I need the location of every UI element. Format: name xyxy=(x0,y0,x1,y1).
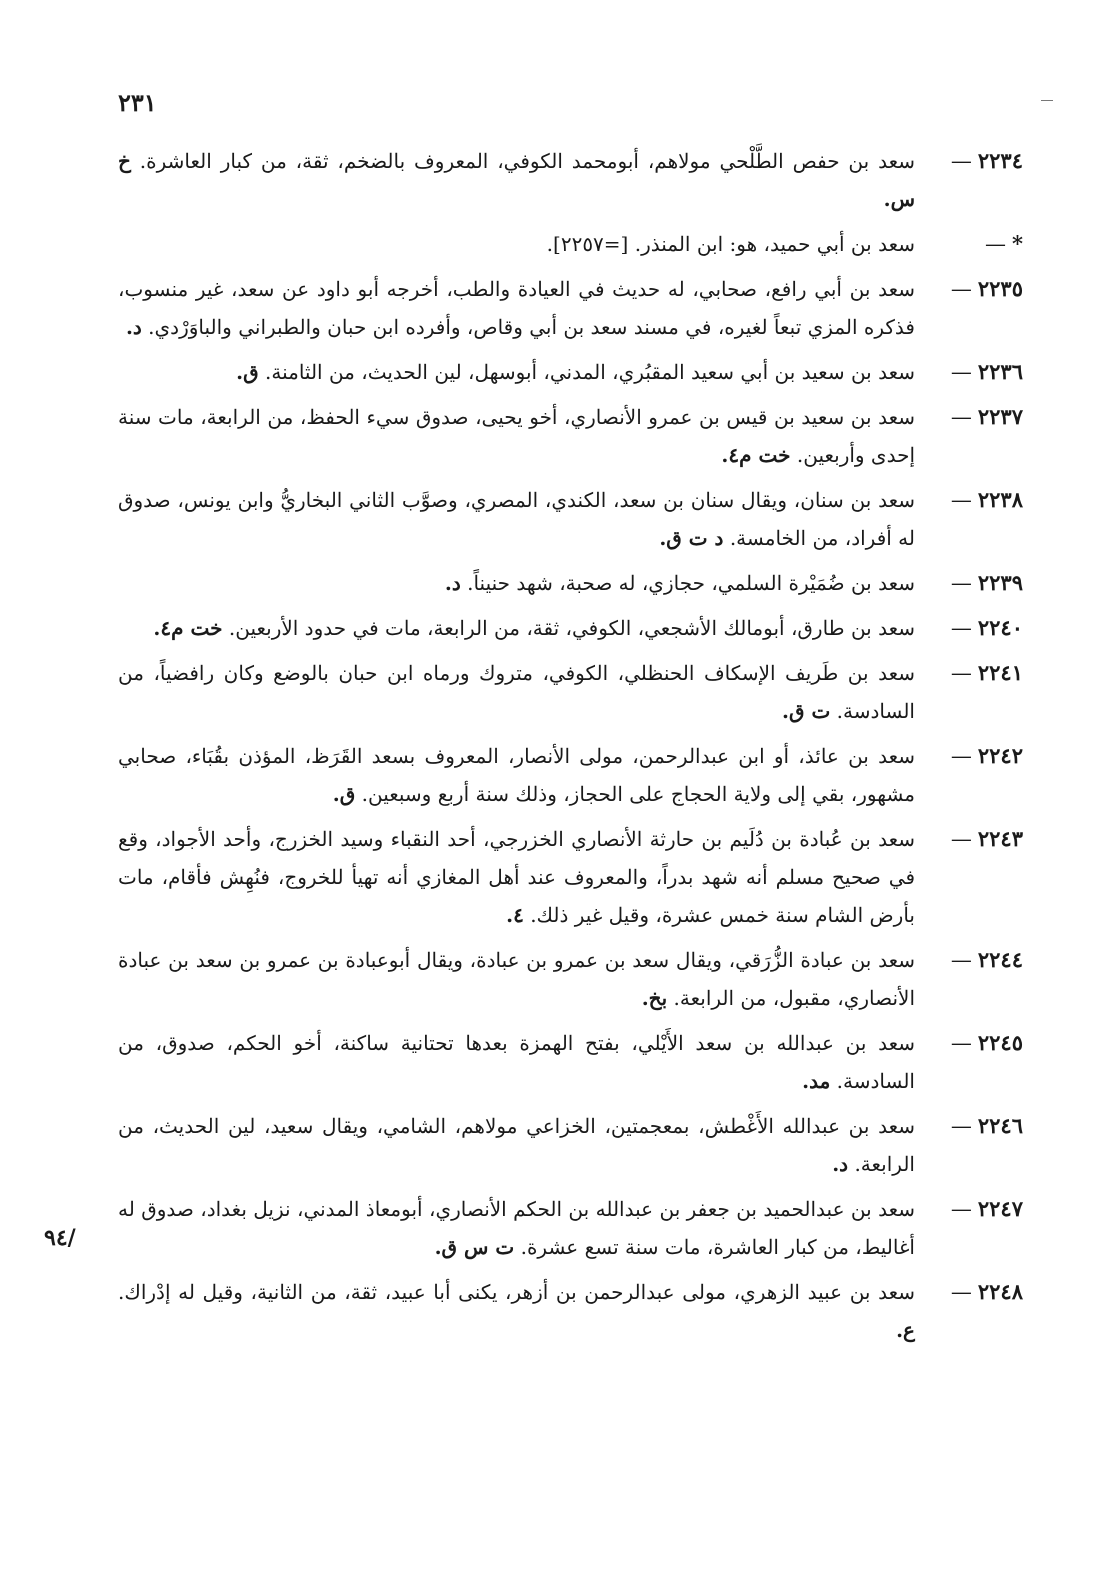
entry-number-value: ٢٢٣٥ xyxy=(977,276,1023,301)
entry-body: سعد بن عبدالحميد بن جعفر بن عبدالله بن الحكم الأنصاري، أبومعاذ المدني، نزيل بغداد، صدوق له أغاليط، من كبار العاشرة، مات سنة تسع عشرة. xyxy=(118,1197,915,1259)
entry-number-value: ٢٢٣٧ xyxy=(977,404,1023,429)
entry-dash: — xyxy=(950,277,972,301)
entry-dash: — xyxy=(950,571,972,595)
entry-source-code: خ س. xyxy=(118,149,915,211)
entry-body: سعد بن طَريف الإسكاف الحنظلي، الكوفي، متروك ورماه ابن حبان بالوضع وكان رافضياً، من السادسة. xyxy=(118,661,915,723)
entry-text xyxy=(118,1190,915,1266)
entry-text xyxy=(118,820,915,934)
entry-body: سعد بن أبي حميد، هو: ابن المنذر. [=٢٢٥٧]. xyxy=(546,232,915,256)
entry-body: سعد بن ضُمَيْرة السلمي، حجازي، له صحبة، شهد حنيناً. xyxy=(467,571,915,595)
entry-source-code: د. xyxy=(832,1152,849,1176)
entry-source-code: د ت ق. xyxy=(659,526,724,550)
entry-dash: — xyxy=(950,661,972,685)
entry-body: سعد بن عُبادة بن دُلَيم بن حارثة الأنصاري الخزرجي، أحد النقباء وسيد الخزرج، وأحد الأجواد، وقع في صحيح مسلم أنه شهد بدراً، والمعروف عند أهل المغازي أنه تهيأ للخروج، فنُهِش فأقام، مات بأرض الشام سنة خمس عشرة، وقيل غير ذلك. xyxy=(118,827,915,927)
entry-number-value: ٢٢٤٦ xyxy=(977,1113,1023,1138)
entry-number-value: ٢٢٤٠ xyxy=(977,615,1023,640)
biography-entry xyxy=(118,820,1023,934)
entry-number-value: ٢٢٣٤ xyxy=(977,148,1023,173)
entry-dash: — xyxy=(950,1031,972,1055)
entry-body: سعد بن عبدالله بن سعد الأَيْلي، بفتح الهمزة بعدها تحتانية ساكنة، أخو الحكم، صدوق، من السادسة. xyxy=(118,1031,915,1093)
entry-number-value: * xyxy=(1012,231,1023,256)
entry-source-code: ٤. xyxy=(506,903,524,927)
entry-body: سعد بن عبدالله الأَغْطش، بمعجمتين، الخزاعي مولاهم، الشامي، ويقال سعيد، لين الحديث، من الرابعة. xyxy=(118,1114,915,1176)
biography-entry xyxy=(118,1273,1023,1349)
entry-text xyxy=(118,654,915,730)
entry-number xyxy=(951,481,1023,519)
biography-entry xyxy=(118,142,1023,218)
entry-text xyxy=(118,564,915,602)
entry-number-value: ٢٢٣٦ xyxy=(977,359,1023,384)
margin-page-reference: /٩٤ xyxy=(44,1225,76,1251)
biography-entry xyxy=(118,737,1023,813)
entry-number xyxy=(951,1190,1023,1228)
entry-text xyxy=(118,398,915,474)
biography-entry xyxy=(118,1107,1023,1183)
entry-number xyxy=(951,564,1023,602)
entry-dash: — xyxy=(950,488,972,512)
entry-number xyxy=(951,654,1023,692)
entry-source-code: خت م٤. xyxy=(153,616,223,640)
entry-number xyxy=(951,270,1023,308)
entry-number-value: ٢٢٣٩ xyxy=(977,570,1023,595)
entry-text xyxy=(118,1273,915,1349)
entry-number xyxy=(951,941,1023,979)
entry-body: سعد بن سعيد بن أبي سعيد المقبُري، المدني، أبوسهل، لين الحديث، من الثامنة. xyxy=(264,360,915,384)
entry-dash: — xyxy=(950,1197,972,1221)
entry-body: سعد بن سنان، ويقال سنان بن سعد، الكندي، المصري، وصوَّب الثاني البخاريُّ وابن يونس، صدوق له أفراد، من الخامسة. xyxy=(118,488,915,550)
entry-dash: — xyxy=(950,744,972,768)
entry-source-code: بخ. xyxy=(641,986,668,1010)
entry-body: سعد بن عبيد الزهري، مولى عبدالرحمن بن أزهر، يكنى أبا عبيد، ثقة، من الثانية، وقيل له إدْراك. xyxy=(118,1280,915,1304)
entry-body: سعد بن حفص الطَّلْحي مولاهم، أبومحمد الكوفي، المعروف بالضخم، ثقة، من كبار العاشرة. xyxy=(139,149,915,173)
entry-dash: — xyxy=(950,1114,972,1138)
entry-number xyxy=(951,1024,1023,1062)
entry-number xyxy=(951,142,1023,180)
entry-dash: — xyxy=(950,1280,972,1304)
entry-text xyxy=(118,481,915,557)
entry-number-value: ٢٢٣٨ xyxy=(977,487,1023,512)
entry-number xyxy=(951,1273,1023,1311)
entry-text xyxy=(118,353,915,391)
biography-entry xyxy=(118,609,1023,647)
entry-body: سعد بن سعيد بن قيس بن عمرو الأنصاري، أخو يحيى، صدوق سيء الحفظ، من الرابعة، مات سنة إحدى وأربعين. xyxy=(118,405,915,467)
biography-entry xyxy=(118,270,1023,346)
entry-number xyxy=(951,353,1023,391)
entry-number-value: ٢٢٤٥ xyxy=(977,1030,1023,1055)
entry-text xyxy=(118,225,915,263)
entry-text xyxy=(118,609,915,647)
entry-number-value: ٢٢٤٤ xyxy=(977,947,1023,972)
entry-body: سعد بن عائذ، أو ابن عبدالرحمن، مولى الأنصار، المعروف بسعد القَرَظ، المؤذن بقُبَاء، صحابي مشهور، بقي إلى ولاية الحجاج على الحجاز، وذلك سنة أربع وسبعين. xyxy=(118,744,915,806)
entry-body: سعد بن أبي رافع، صحابي، له حديث في العيادة والطب، أخرجه أبو داود عن سعد، غير منسوب، فذكره المزي تبعاً لغيره، في مسند سعد بن أبي وقاص، وأفرده ابن حبان والطبراني والباوَرْدي. xyxy=(118,277,915,339)
entry-number-value: ٢٢٤٣ xyxy=(977,826,1023,851)
entry-text xyxy=(118,1107,915,1183)
entry-dash: — xyxy=(950,948,972,972)
entry-number xyxy=(951,820,1023,858)
entry-number xyxy=(951,737,1023,775)
entry-source-code: خت م٤. xyxy=(721,443,791,467)
entry-number xyxy=(985,225,1023,263)
page-edge-mark xyxy=(1041,100,1053,101)
biography-entry xyxy=(118,654,1023,730)
entry-dash: — xyxy=(985,232,1007,256)
entry-text xyxy=(118,941,915,1017)
entry-source-code: د. xyxy=(125,315,142,339)
biography-entries-list xyxy=(118,142,1023,1356)
entry-source-code: ت ق. xyxy=(782,699,831,723)
entry-text xyxy=(118,142,915,218)
entry-number xyxy=(951,609,1023,647)
entry-dash: — xyxy=(950,827,972,851)
biography-entry xyxy=(118,225,1023,263)
entry-dash: — xyxy=(950,405,972,429)
biography-entry xyxy=(118,1190,1023,1266)
entry-dash: — xyxy=(950,360,972,384)
biography-entry xyxy=(118,481,1023,557)
biography-entry xyxy=(118,353,1023,391)
entry-source-code: ق. xyxy=(332,782,356,806)
page-number: ٢٣١ xyxy=(118,88,157,117)
entry-source-code: ق. xyxy=(236,360,259,384)
biography-entry xyxy=(118,564,1023,602)
biography-entry xyxy=(118,1024,1023,1100)
entry-number-value: ٢٢٤٨ xyxy=(977,1279,1023,1304)
entry-text xyxy=(118,1024,915,1100)
entry-number xyxy=(951,398,1023,436)
entry-source-code: مد. xyxy=(802,1069,831,1093)
entry-number-value: ٢٢٤١ xyxy=(977,660,1023,685)
entry-text xyxy=(118,270,915,346)
entry-text xyxy=(118,737,915,813)
entry-source-code: د. xyxy=(444,571,461,595)
entry-number-value: ٢٢٤٧ xyxy=(977,1196,1023,1221)
entry-number-value: ٢٢٤٢ xyxy=(977,743,1023,768)
entry-source-code: ع. xyxy=(896,1318,915,1342)
entry-source-code: ت س ق. xyxy=(434,1235,515,1259)
entry-body: سعد بن طارق، أبومالك الأشجعي، الكوفي، ثقة، من الرابعة، مات في حدود الأربعين. xyxy=(228,616,915,640)
biography-entry xyxy=(118,941,1023,1017)
entry-body: سعد بن عبادة الزُّرَقي، ويقال سعد بن عمرو بن عبادة، ويقال أبوعبادة بن عمرو بن سعد بن عبادة الأنصاري، مقبول، من الرابعة. xyxy=(118,948,915,1010)
biography-entry xyxy=(118,398,1023,474)
entry-dash: — xyxy=(950,616,972,640)
entry-dash: — xyxy=(950,149,972,173)
entry-number xyxy=(951,1107,1023,1145)
